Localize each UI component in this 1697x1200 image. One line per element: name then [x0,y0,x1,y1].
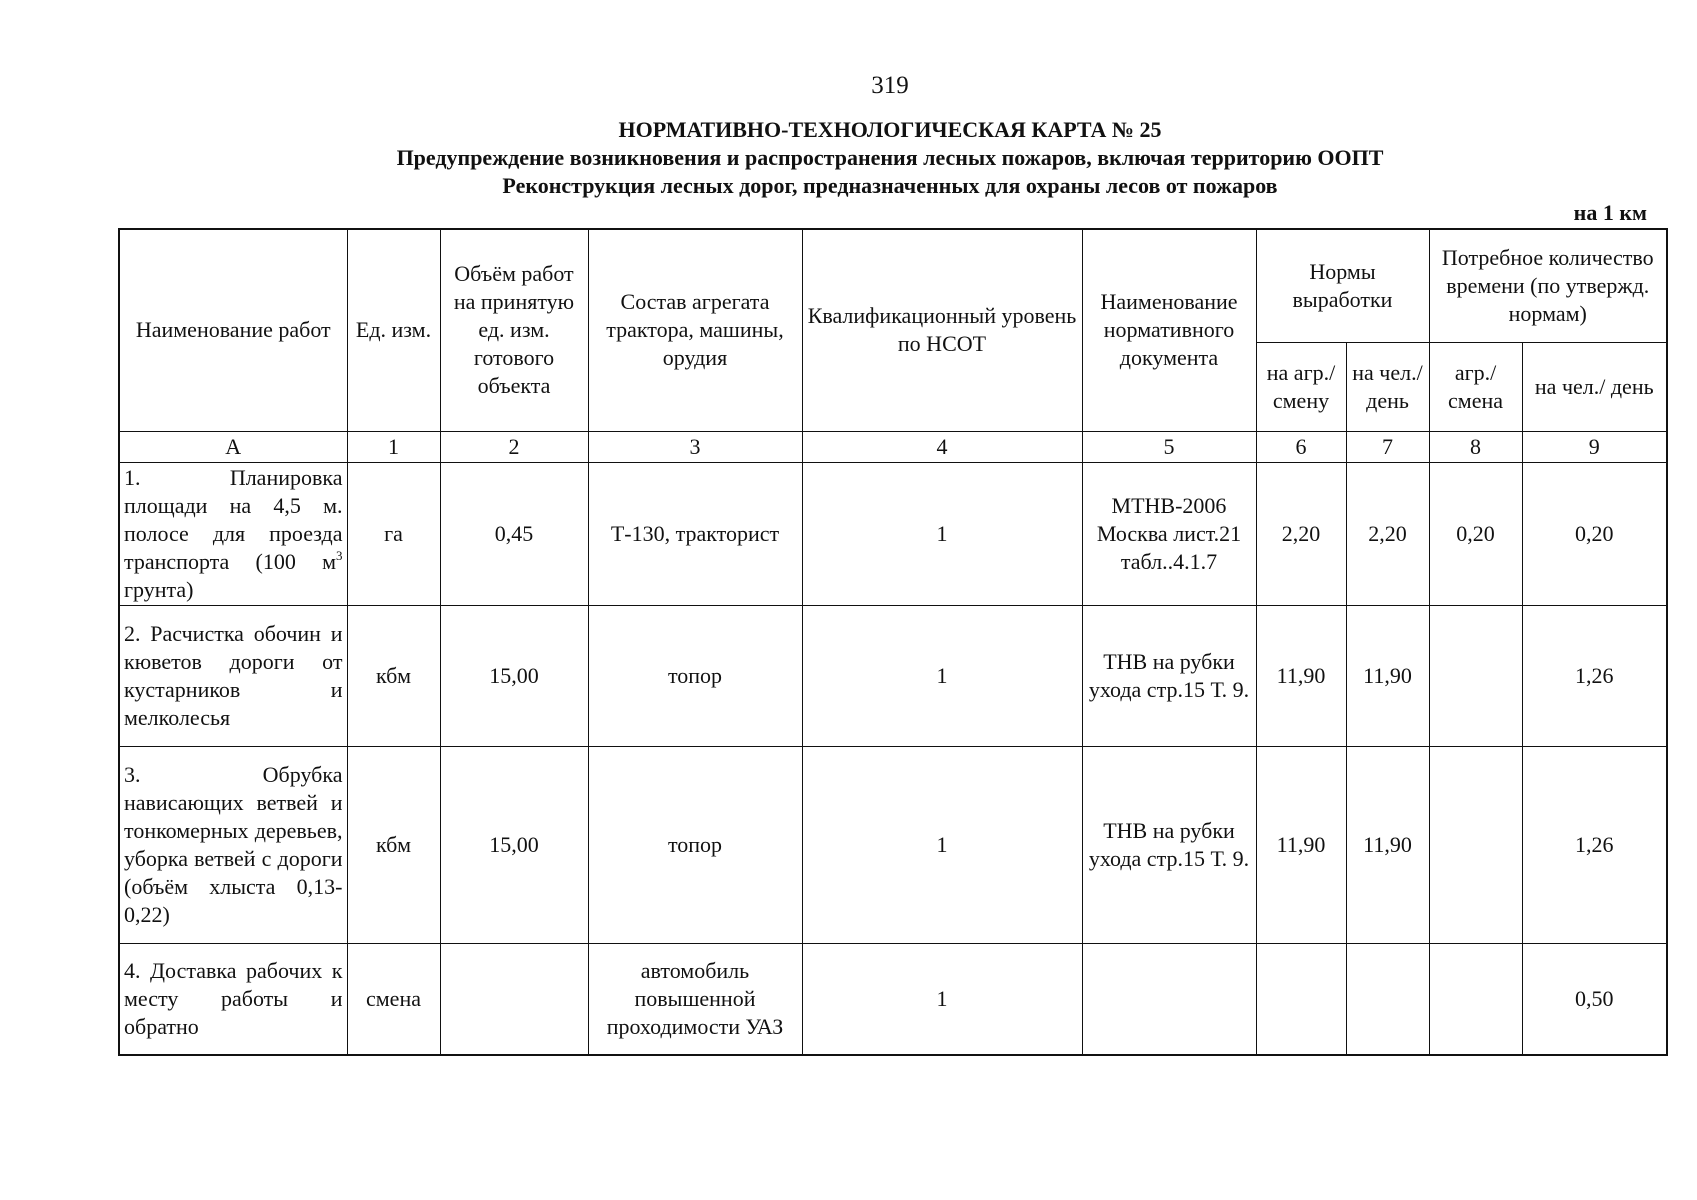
index-cell: 6 [1256,431,1346,462]
work-name-cell: 2. Расчистка обочин и кюветов дороги от кустарников и мелколесья [119,605,347,746]
document-cell: ТНВ на рубки ухода стр.15 Т. 9. [1082,746,1256,943]
document-subtitle: Предупреждение возникновения и распространения лесных пожаров, включая территорию ООПТ [396,145,1384,170]
index-cell: 2 [440,431,588,462]
table-row [119,605,1667,746]
time-agr-cell: 0,20 [1429,462,1522,605]
norm-table [118,228,1668,1056]
index-cell: А [119,431,347,462]
header-time: Потребное количество времени (по утвержд. нормам) [1429,229,1667,342]
table-row [119,943,1667,1055]
header-norms-agr: на агр./ смену [1256,342,1346,431]
index-cell: 8 [1429,431,1522,462]
norm-chel-cell: 11,90 [1346,605,1429,746]
work-name-tail: грунта) [124,576,194,602]
norm-chel-cell [1346,943,1429,1055]
time-chel-cell: 1,26 [1522,746,1667,943]
time-chel-cell: 1,26 [1522,605,1667,746]
index-cell: 4 [802,431,1082,462]
header-unit: Ед. изм. [347,229,440,431]
norm-agr-cell: 11,90 [1256,605,1346,746]
time-agr-cell [1429,605,1522,746]
table-row [119,746,1667,943]
composition-cell: топор [588,746,802,943]
volume-cell: 0,45 [440,462,588,605]
table-row [119,462,1667,605]
composition-cell: автомобиль повышенной проходимости УАЗ [588,943,802,1055]
index-cell: 1 [347,431,440,462]
volume-cell: 15,00 [440,605,588,746]
time-agr-cell [1429,943,1522,1055]
time-agr-cell [1429,746,1522,943]
volume-cell: 15,00 [440,746,588,943]
index-cell: 5 [1082,431,1256,462]
header-qualification: Квалификационный уровень по НСОТ [802,229,1082,431]
document-cell: МТНВ-2006 Москва лист.21 табл..4.1.7 [1082,462,1256,605]
composition-cell: топор [588,605,802,746]
qualification-cell: 1 [802,746,1082,943]
qualification-cell: 1 [802,462,1082,605]
norm-chel-cell: 11,90 [1346,746,1429,943]
work-name: 1. Планировка площади на 4,5 м. полосе для проезда транспорта (100 м [124,464,343,574]
unit-cell: кбм [347,746,440,943]
norm-agr-cell [1256,943,1346,1055]
document-cell: ТНВ на рубки ухода стр.15 Т. 9. [1082,605,1256,746]
norm-chel-cell: 2,20 [1346,462,1429,605]
header-volume: Объём работ на принятую ед. изм. готового объекта [440,229,588,431]
document-title: НОРМАТИВНО-ТЕХНОЛОГИЧЕСКАЯ КАРТА № 25 [618,117,1162,142]
qualification-cell: 1 [802,943,1082,1055]
composition-cell: Т-130, тракторист [588,462,802,605]
index-cell: 9 [1522,431,1667,462]
unit-cell: кбм [347,605,440,746]
index-cell: 3 [588,431,802,462]
work-name-cell [119,462,347,605]
document-subtitle-2: Реконструкция лесных дорог, предназначенных для охраны лесов от пожаров [502,173,1278,198]
volume-cell [440,943,588,1055]
header-document: Наименование нормативного документа [1082,229,1256,431]
column-index-row [119,431,1667,462]
time-chel-cell: 0,20 [1522,462,1667,605]
unit-note: на 1 км [1573,200,1647,225]
index-cell: 7 [1346,431,1429,462]
header-time-chel: на чел./ день [1522,342,1667,431]
header-composition: Состав агрегата трактора, машины, орудия [588,229,802,431]
header-norms: Нормы выработки [1256,229,1429,342]
header-name: Наименование работ [119,229,347,431]
norm-agr-cell: 2,20 [1256,462,1346,605]
unit-cell: га [347,462,440,605]
norm-agr-cell: 11,90 [1256,746,1346,943]
page-number: 319 [871,72,909,99]
work-name-cell: 3. Обрубка нависающих ветвей и тонкомерных деревьев, уборка ветвей с дороги (объём хлыста 0,13-0,22) [119,746,347,943]
superscript: 3 [336,547,343,563]
unit-cell: смена [347,943,440,1055]
document-cell [1082,943,1256,1055]
header-norms-chel: на чел./ день [1346,342,1429,431]
header-time-agr: агр./ смена [1429,342,1522,431]
work-name-cell: 4. Доставка рабочих к месту работы и обратно [119,943,347,1055]
time-chel-cell: 0,50 [1522,943,1667,1055]
qualification-cell: 1 [802,605,1082,746]
